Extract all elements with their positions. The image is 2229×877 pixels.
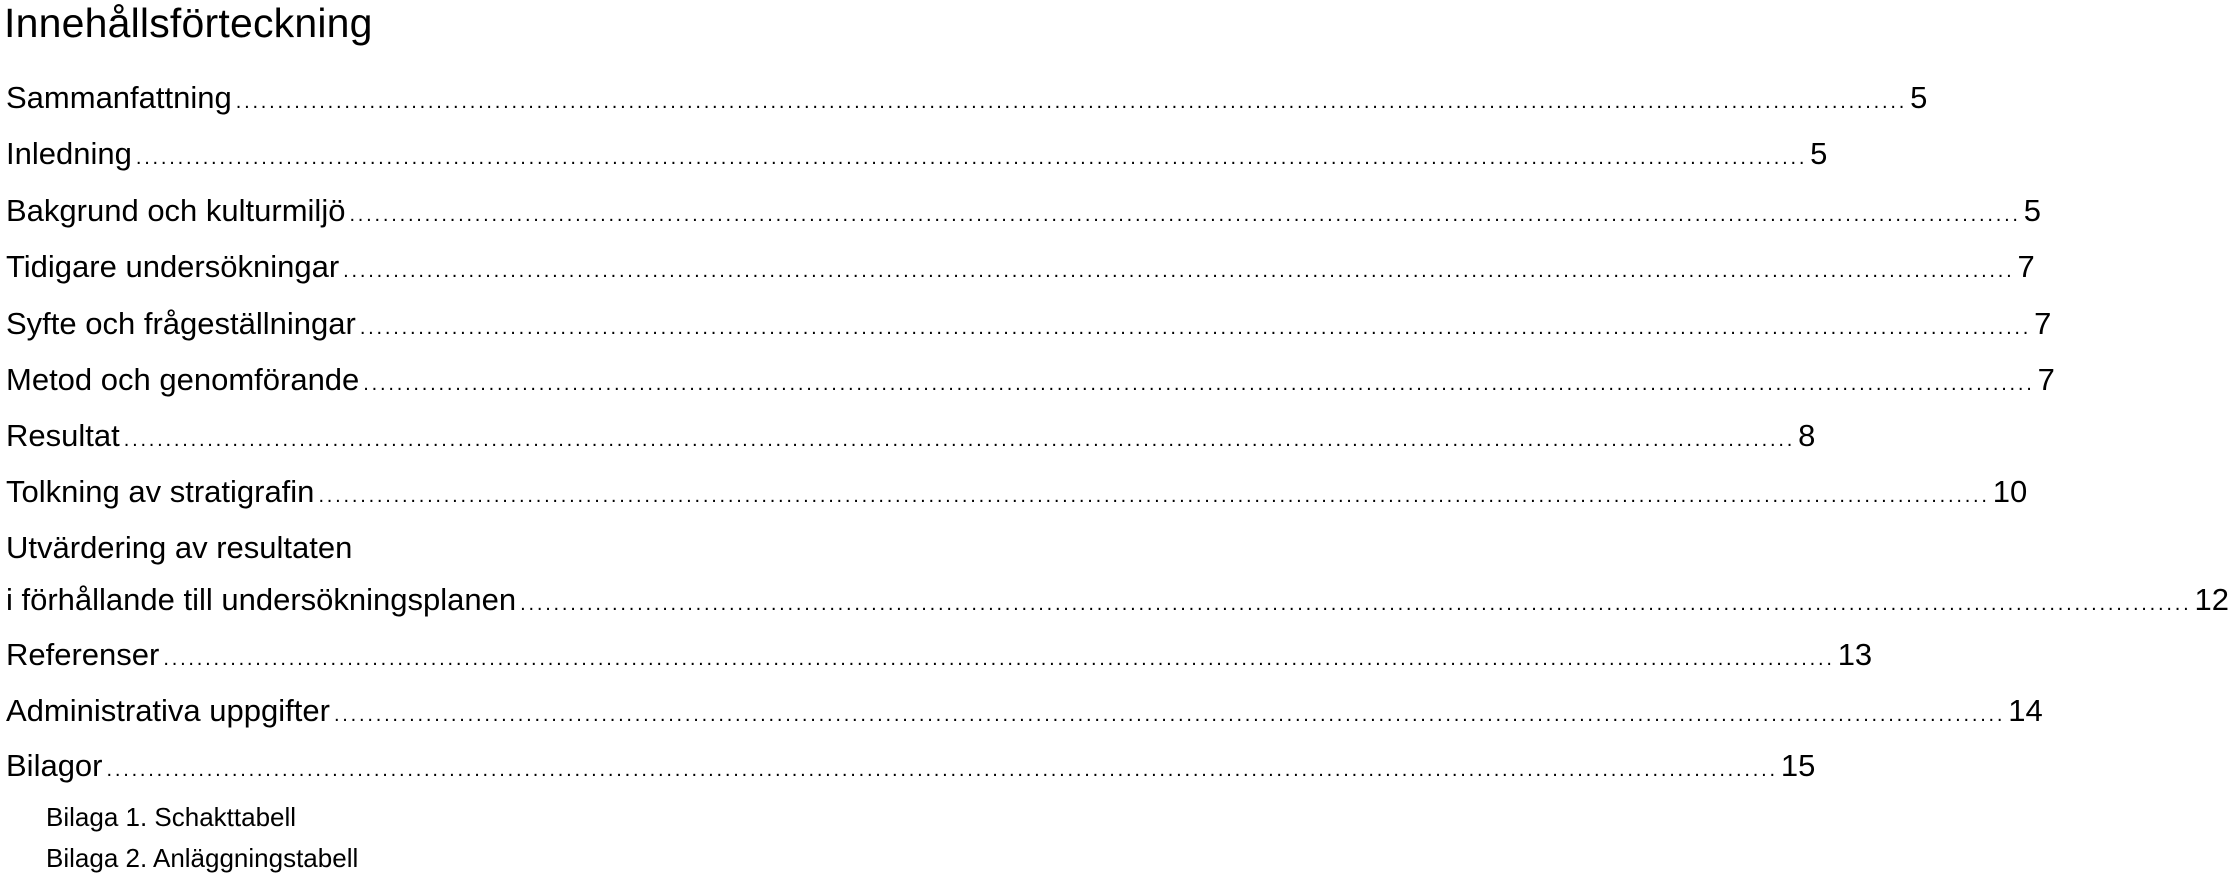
dot-leader: ........................................................................................................................................................................................................ bbox=[123, 429, 1796, 451]
toc-page-number: 7 bbox=[2037, 362, 2055, 397]
dot-leader: ........................................................................................................................................................................................................ bbox=[359, 317, 2032, 339]
toc-entry-label: Tidigare undersökningar bbox=[6, 249, 340, 284]
dot-leader: ........................................................................................................................................................................................................ bbox=[106, 759, 1778, 781]
appendix-item-1[interactable]: Bilaga 1. Schakttabell bbox=[46, 802, 297, 832]
toc-entry-administrativa[interactable] bbox=[6, 691, 2043, 731]
dot-leader: ........................................................................................................................................................................................................ bbox=[343, 260, 2015, 282]
toc-entry-utvardering-line1[interactable]: Utvärdering av resultaten bbox=[6, 530, 353, 565]
dot-leader: ........................................................................................................................................................................................................ bbox=[235, 91, 1908, 113]
toc-entry-label: Tolkning av stratigrafin bbox=[6, 474, 315, 509]
toc-page-number: 14 bbox=[2008, 693, 2043, 728]
toc-entry-label: Bakgrund och kulturmiljö bbox=[6, 193, 346, 228]
toc-page-number: 5 bbox=[1910, 80, 1928, 115]
toc-entry-tidigare-undersokningar[interactable] bbox=[6, 247, 2035, 287]
dot-leader: ........................................................................................................................................................................................................ bbox=[333, 704, 2006, 726]
toc-entry-label: Referenser bbox=[6, 637, 160, 672]
dot-leader: ........................................................................................................................................................................................................ bbox=[318, 485, 1990, 507]
dot-leader: ........................................................................................................................................................................................................ bbox=[349, 204, 2021, 226]
toc-entry-bakgrund[interactable] bbox=[6, 191, 2042, 231]
toc-page-number: 5 bbox=[2023, 193, 2042, 228]
toc-entry-label: Resultat bbox=[6, 418, 120, 453]
toc-entry-label: Syfte och frågeställningar bbox=[6, 306, 356, 341]
toc-page-number: 12 bbox=[2194, 582, 2229, 617]
toc-entry-metod[interactable] bbox=[6, 360, 2055, 400]
toc-entry-label: i förhållande till undersökningsplanen bbox=[6, 582, 517, 617]
toc-page-number: 5 bbox=[1810, 136, 1828, 171]
dot-leader: ........................................................................................................................................................................................................ bbox=[363, 373, 2035, 395]
toc-entry-syfte[interactable] bbox=[6, 304, 2052, 344]
toc-entry-sammanfattning[interactable] bbox=[6, 78, 1928, 118]
toc-entry-resultat[interactable] bbox=[6, 416, 1816, 456]
toc-entry-inledning[interactable] bbox=[6, 134, 1828, 174]
dot-leader: ........................................................................................................................................................................................................ bbox=[135, 147, 1808, 169]
toc-entry-tolkning[interactable] bbox=[6, 472, 2028, 512]
toc-entry-utvardering[interactable] bbox=[6, 580, 2229, 620]
dot-leader: ........................................................................................................................................................................................................ bbox=[163, 648, 1835, 670]
toc-entry-label: Sammanfattning bbox=[6, 80, 232, 115]
toc-page-number: 13 bbox=[1837, 637, 1873, 672]
toc-page-number: 8 bbox=[1798, 418, 1816, 453]
toc-page-number: 15 bbox=[1780, 748, 1816, 783]
toc-entry-label: Administrativa uppgifter bbox=[6, 693, 330, 728]
toc-page-number: 10 bbox=[1992, 474, 2028, 509]
toc-entry-label: Metod och genomförande bbox=[6, 362, 360, 397]
toc-page-number: 7 bbox=[2034, 306, 2052, 341]
toc-page-number: 7 bbox=[2017, 249, 2035, 284]
toc-entry-label: Bilagor bbox=[6, 748, 103, 783]
toc-entry-label: Inledning bbox=[6, 136, 132, 171]
toc-title: Innehållsförteckning bbox=[4, 0, 373, 46]
toc-entry-bilagor[interactable] bbox=[6, 746, 1816, 786]
appendix-item-2[interactable]: Bilaga 2. Anläggningstabell bbox=[46, 843, 359, 873]
dot-leader: ........................................................................................................................................................................................................ bbox=[520, 593, 2192, 615]
toc-entry-referenser[interactable] bbox=[6, 635, 1873, 675]
